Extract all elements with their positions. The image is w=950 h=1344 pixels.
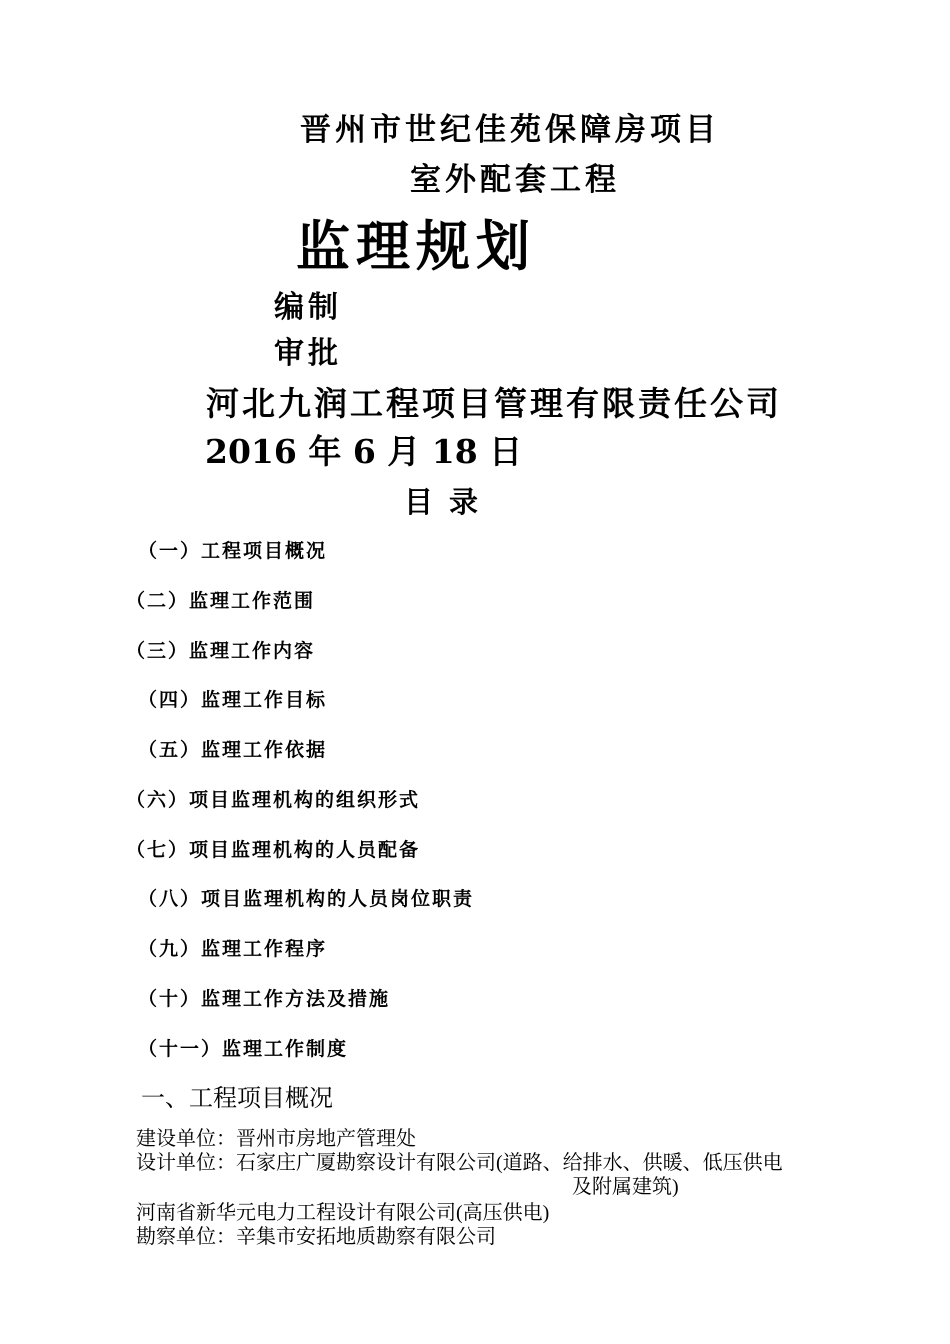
cover-main-title: 监理规划 xyxy=(296,214,536,278)
info-line-designer: 设计单位：石家庄广厦勘察设计有限公司(道路、给排水、供暖、低压供电 xyxy=(136,1152,783,1174)
toc-item: （九）监理工作程序 xyxy=(138,938,328,960)
toc-item: （五）监理工作依据 xyxy=(138,739,328,761)
toc-title: 目录 xyxy=(404,485,495,519)
toc-item: （一）工程项目概况 xyxy=(138,540,328,562)
approved-by-label: 审批 xyxy=(274,336,342,371)
compiled-by-label: 编制 xyxy=(274,290,342,325)
company-name: 河北九润工程项目管理有限责任公司 xyxy=(206,384,782,423)
toc-item: （十）监理工作方法及措施 xyxy=(138,988,391,1010)
toc-item: （七）项目监理机构的人员配备 xyxy=(126,839,421,861)
toc-item: （六）项目监理机构的组织形式 xyxy=(126,789,421,811)
info-line-client: 建设单位：晋州市房地产管理处 xyxy=(136,1128,416,1150)
info-line-designer-2: 河南省新华元电力工程设计有限公司(高压供电) xyxy=(136,1202,550,1224)
toc-item: （四）监理工作目标 xyxy=(138,689,328,711)
cover-title-line1: 晋州市世纪佳苑保障房项目 xyxy=(300,112,720,148)
document-date: 2016 年 6 月 18 日 xyxy=(205,432,523,471)
info-line-survey: 勘察单位：辛集市安拓地质勘察有限公司 xyxy=(136,1226,496,1248)
toc-item: （二）监理工作范围 xyxy=(126,590,316,612)
toc-item: （十一）监理工作制度 xyxy=(138,1038,349,1060)
cover-title-line2: 室外配套工程 xyxy=(410,162,620,198)
info-line-designer-cont: 及附属建筑) xyxy=(572,1176,679,1198)
toc-item: （八）项目监理机构的人员岗位职责 xyxy=(138,888,475,910)
toc-item: （三）监理工作内容 xyxy=(126,640,316,662)
section-heading: 一、工程项目概况 xyxy=(141,1084,333,1112)
